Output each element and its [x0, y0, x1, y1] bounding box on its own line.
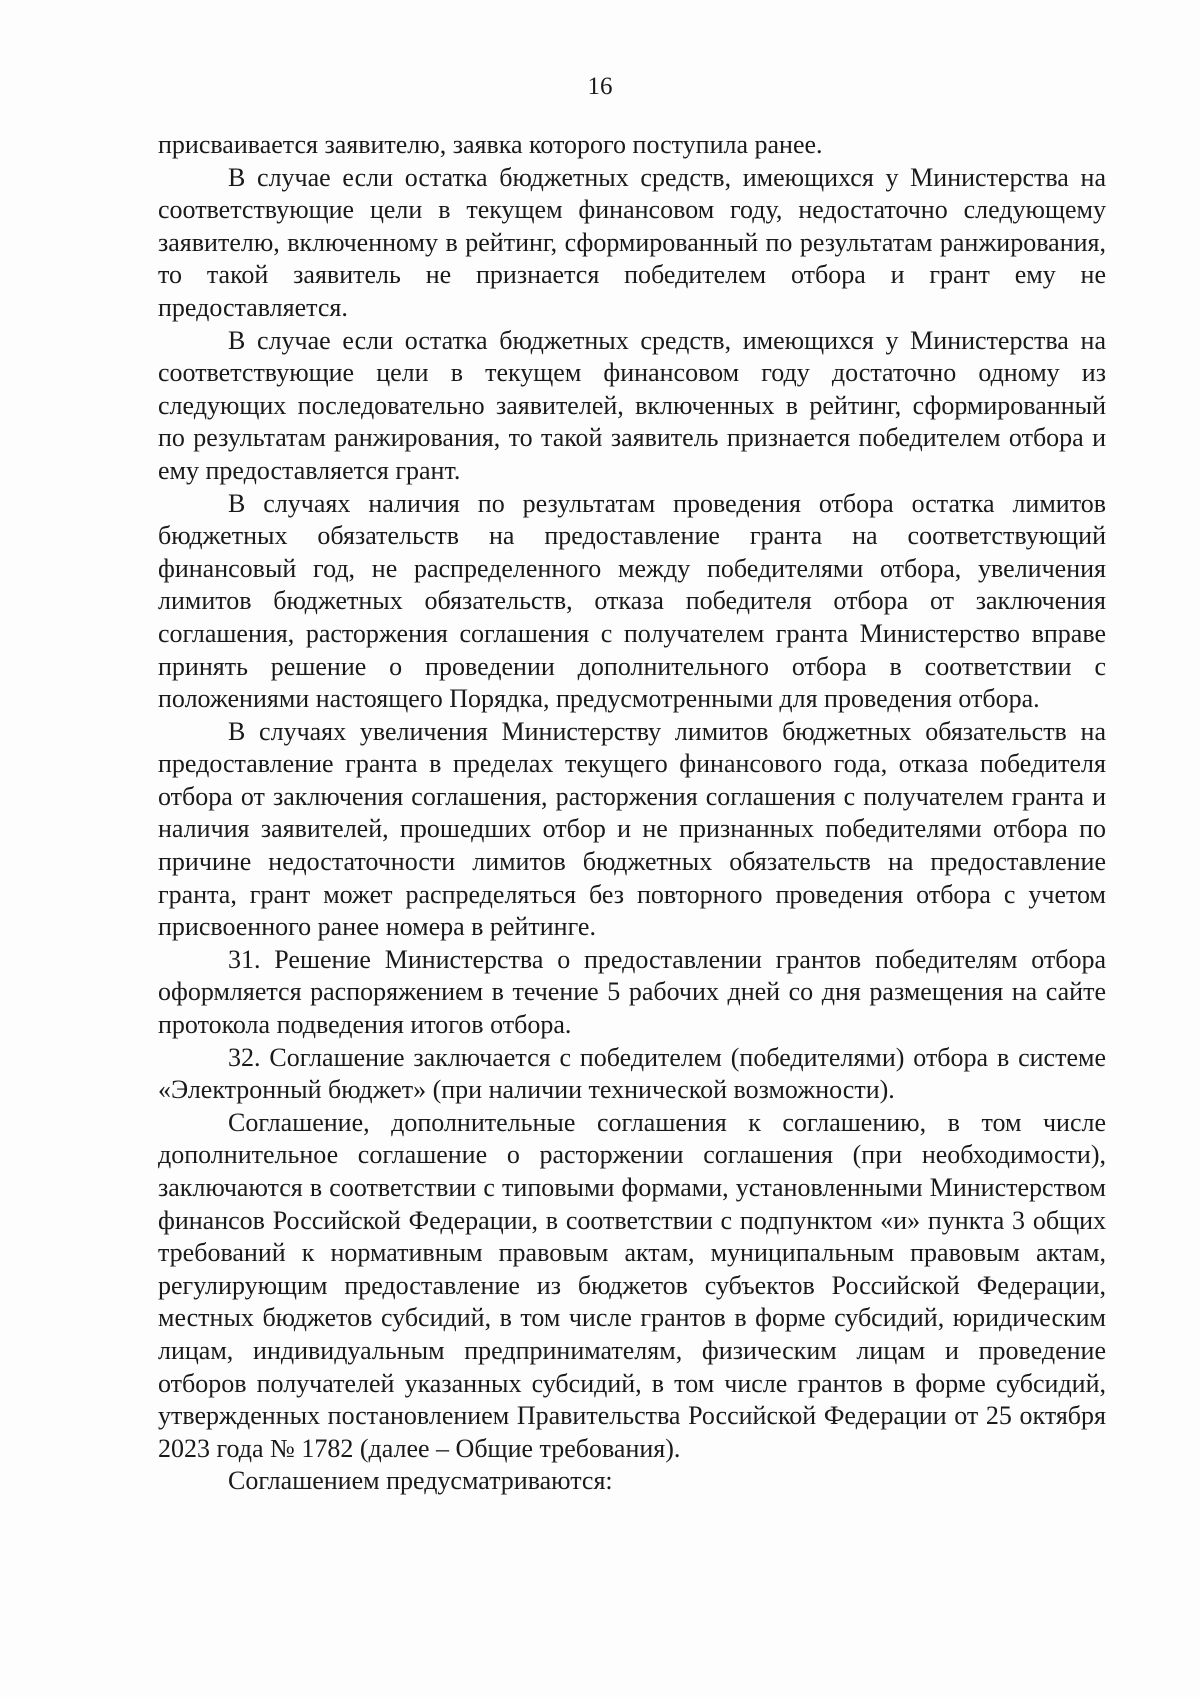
paragraph: Соглашением предусматриваются: — [228, 1466, 613, 1496]
paragraph: присваивается заявителю, заявка которого поступила ранее. — [158, 130, 823, 159]
paragraph: В случае если остатка бюджетных средств, имеющихся у Министерства на соответствующие цели в текущем финансовом году достаточно одному из следующих последовательно заявителей, включенных в рейтинг, сформированный по результатам ранжирования, то такой заявитель признается победителем отбора и ему предоставляется грант. — [158, 325, 1106, 485]
paragraph: В случае если остатка бюджетных средств, имеющихся у Министерства на соответствующие цели в текущем финансовом году, недостаточно следующему заявителю, включенному в рейтинг, сформированный по результатам ранжирования, то такой заявитель не признается победителем отбора и грант ему не предоставляется. — [158, 162, 1106, 322]
paragraph-item-31: 31. Решение Министерства о предоставлении грантов победителям отбора оформляется распоряжением в течение 5 рабочих дней со дня размещения на сайте протокола подведения итогов отбора. — [158, 944, 1106, 1040]
paragraph: В случаях наличия по результатам проведения отбора остатка лимитов бюджетных обязательств на предоставление гранта на соответствующий финансовый год, не распределенного между победителями отбора, увеличения лимитов бюджетных обязательств, отказа победителя отбора от заключения соглашения, расторжения соглашения с получателем гранта Министерство вправе принять решение о проведении дополнительного отбора в соответствии с положениями настоящего Порядка, предусмотренными для проведения отбора. — [158, 488, 1106, 714]
paragraph-item-32: 32. Соглашение заключается с победителем (победителями) отбора в системе «Электронный бюджет» (при наличии технической возможности). — [158, 1042, 1106, 1105]
page-number: 16 — [587, 73, 613, 100]
document-body — [158, 129, 1106, 1498]
paragraph: Соглашение, дополнительные соглашения к соглашению, в том числе дополнительное соглашение о расторжении соглашения (при необходимости), заключаются в соответствии с типовыми формами, установленными Министерством финансов Российской Федерации, в соответствии с подпунктом «и» пункта 3 общих требований к нормативным правовым актам, муниципальным правовым актам, регулирующим предоставление из бюджетов субъектов Российской Федерации, местных бюджетов субсидий, в том числе грантов в форме субсидий, юридическим лицам, индивидуальным предпринимателям, физическим лицам и проведение отборов получателей указанных субсидий, в том числе грантов в форме субсидий, утвержденных постановлением Правительства Российской Федерации от 25 октября 2023 года № 1782 (далее – Общие требования). — [158, 1107, 1106, 1463]
paragraph: В случаях увеличения Министерству лимитов бюджетных обязательств на предоставление гранта в пределах текущего финансового года, отказа победителя отбора от заключения соглашения, расторжения соглашения с получателем гранта и наличия заявителей, прошедших отбор и не признанных победителями отбора по причине недостаточности лимитов бюджетных обязательств на предоставление гранта, грант может распределяться без повторного проведения отбора с учетом присвоенного ранее номера в рейтинге. — [158, 716, 1106, 942]
